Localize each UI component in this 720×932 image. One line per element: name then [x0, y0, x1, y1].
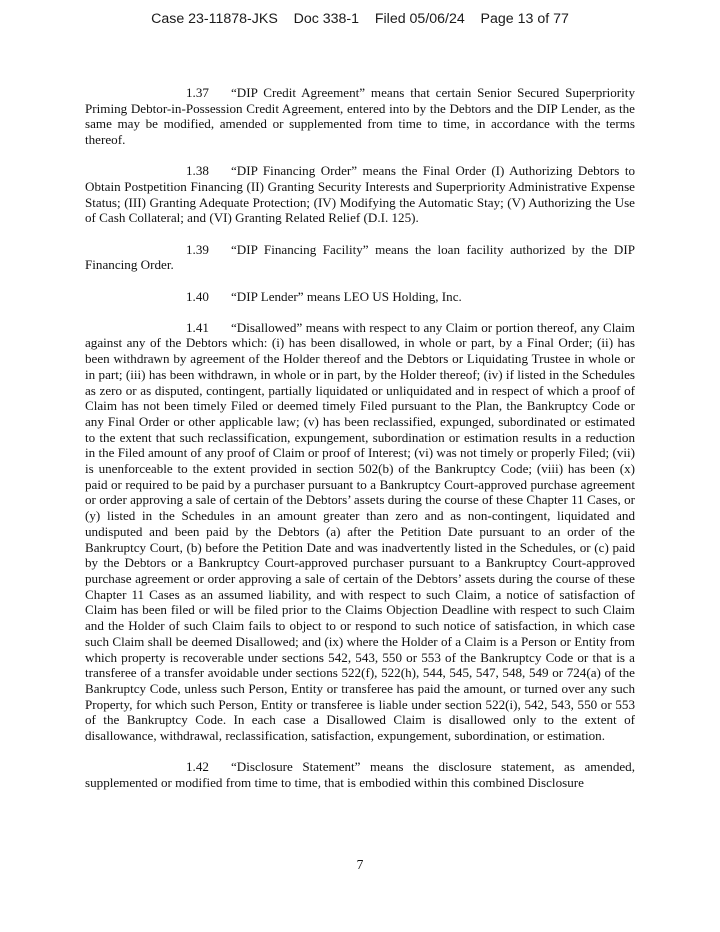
- definition-text: “Disallowed” means with respect to any Claim or portion thereof, any Claim against any of the Debtors which: (i) has been disallowed, in whole or part, by a Final Order; (ii) has been withdrawn by agreement of the Holder thereof and the Debtors or Liquidating Trustee in whole or in part; (iii) has been withdrawn, in whole or in part, by the Holder thereof; (iv) if listed in the Schedules as zero or as disputed, contingent, partially liquidated or unliquidated and in respect of which a proof of Claim has not been timely Filed or deemed timely Filed pursuant to the Plan, the Bankruptcy Code or any Final Order or other applicable law; (v) has been reclassified, expunged, subordinated or estimated to the extent that such reclassification, expungement, subordination or estimation results in a reduction in the Filed amount of any proof of Claim or proof of Interest; (vi) was not timely or properly Filed; (vii) is unenforceable to the extent provided in section 502(b) of the Bankruptcy Code; (viii) has been (x) paid or required to be paid by a purchaser pursuant to a Bankruptcy Court-approved purchase agreement or order approving a sale of certain of the Debtors’ assets during the course of these Chapter 11 Cases, or (y) listed in the Schedules in an amount greater than zero and as non-contingent, liquidated and undisputed and been paid by the Debtors (a) after the Petition Date pursuant to an order of the Bankruptcy Court, (b) before the Petition Date and was inadvertently listed in the Schedules, or (c) paid by the Debtors or a Bankruptcy Court-approved purchaser pursuant to a Bankruptcy Court-approved purchase agreement or order approving a sale of certain of the Debtors’ assets during the course of these Chapter 11 Cases as an assumed liability, and with respect to such Claim, a notice of satisfaction of Claim has been filed or will be filed prior to the Claims Objection Deadline with respect to such Claim and the Holder of such Claim fails to object to or respond to such notice of satisfaction, in which case such Claim shall be deemed Disallowed; and (ix) where the Holder of a Claim is a Person or Entity from which property is recoverable under sections 542, 543, 550 or 553 of the Bankruptcy Code or that is a transferee of a transfer avoidable under sections 522(f), 522(h), 544, 545, 547, 548, 549 or 724(a) of the Bankruptcy Code, unless such Person, Entity or transferee has paid the amount, or turned over any such Property, for which such Person, Entity or transferee is liable under section 522(i), 542, 543, 550 or 553 of the Bankruptcy Code. In each case a Disallowed Claim is disallowed only to the extent of disallowance, withdrawal, reclassification, satisfaction, expungement, subordination, or estimation.: [85, 319, 635, 744]
- section-number: 1.39: [186, 241, 209, 257]
- definition-paragraph: [85, 759, 635, 790]
- page-number: 7: [356, 857, 364, 872]
- section-number: 1.37: [186, 85, 209, 100]
- case-header: [0, 11, 720, 27]
- definition-text: “DIP Credit Agreement” means that certain Senior Secured Superpriority Priming Debtor-in-Possession Credit Agreement, entered into by the Debtors and the DIP Lender, as the same may be modified, amended or supplemented from time to time, in accordance with the terms thereof.: [85, 85, 635, 148]
- case-number: Case 23-11878-JKS: [151, 11, 278, 27]
- definition-text: “Disclosure Statement” means the disclosure statement, as amended, supplemented or modified from time to time, that is embodied within this combined Disclosure: [85, 759, 635, 790]
- definition-text: “DIP Lender” means LEO US Holding, Inc.: [231, 288, 462, 304]
- section-number: 1.41: [186, 319, 209, 335]
- definition-paragraph: [85, 320, 635, 744]
- document-body: [85, 85, 635, 806]
- doc-number: Doc 338-1: [293, 11, 360, 27]
- filed-date: Filed 05/06/24: [374, 11, 465, 27]
- definition-paragraph: [85, 242, 635, 273]
- section-number: 1.38: [186, 163, 209, 179]
- page-counter: Page 13 of 77: [480, 11, 569, 27]
- section-number: 1.40: [186, 288, 209, 304]
- definition-text: “DIP Financing Order” means the Final Order (I) Authorizing Debtors to Obtain Postpetition Financing (II) Granting Security Interests and Superpriority Administrative Expense Status; (III) Granting Adequate Protection; (IV) Modifying the Automatic Stay; (V) Authorizing the Use of Cash Collateral; and (VI) Granting Related Relief (D.I. 125).: [85, 163, 635, 226]
- definition-text: “DIP Financing Facility” means the loan facility authorized by the DIP Financing Order.: [85, 241, 635, 273]
- definition-paragraph: [85, 163, 635, 226]
- section-number: 1.42: [186, 759, 209, 775]
- definition-paragraph: [85, 85, 635, 148]
- definition-paragraph: [85, 289, 635, 305]
